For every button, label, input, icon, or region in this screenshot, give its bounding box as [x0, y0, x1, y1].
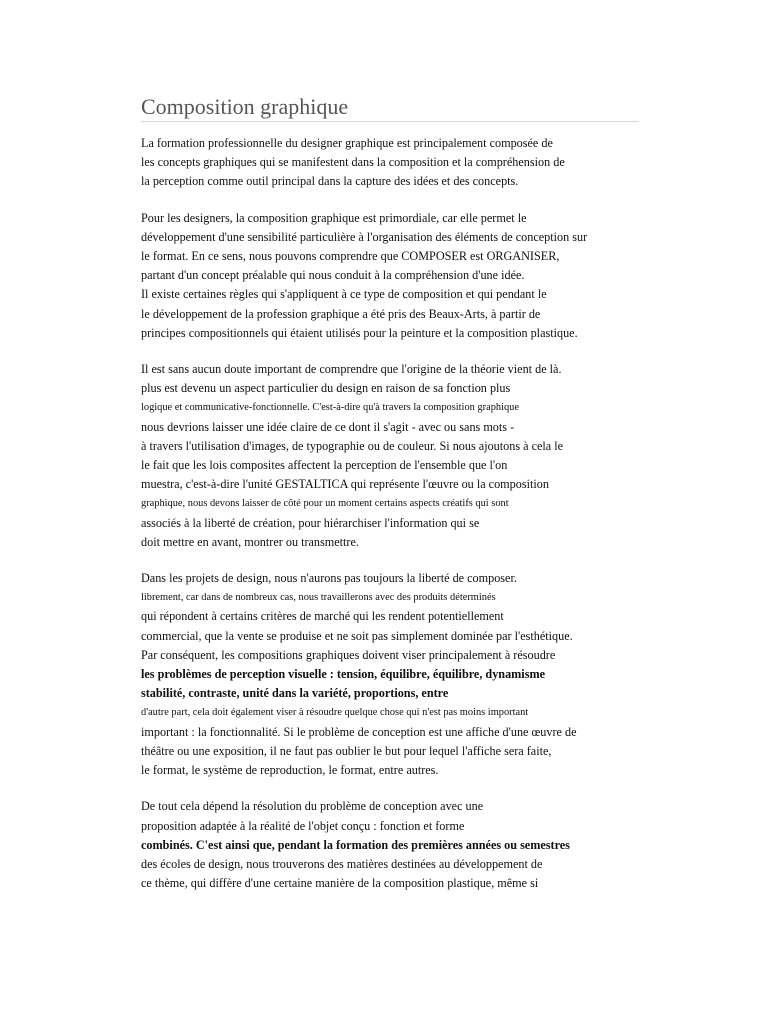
text-line: graphique, nous devons laisser de côté pour un moment certains aspects créatifs qui sont [141, 498, 509, 510]
text-line: proposition adaptée à la réalité de l'objet conçu : fonction et forme [141, 818, 465, 833]
text-line: important : la fonctionnalité. Si le problème de conception est une affiche d'une œuvre de [141, 724, 577, 739]
text-line: le format. En ce sens, nous pouvons comprendre que COMPOSER est ORGANISER, [141, 249, 560, 264]
text-line: Il existe certaines règles qui s'appliquent à ce type de composition et qui pendant le [141, 287, 547, 302]
text-line: commercial, que la vente se produise et ne soit pas simplement dominée par l'esthétique. [141, 628, 573, 643]
text-line: nous devrions laisser une idée claire de ce dont il s'agit - avec ou sans mots - [141, 419, 515, 434]
text-line: doit mettre en avant, montrer ou transmettre. [141, 534, 359, 549]
text-line: le développement de la profession graphique a été pris des Beaux-Arts, à partir de [141, 306, 541, 321]
text-line: qui répondent à certains critères de marché qui les rendent potentiellement [141, 609, 504, 624]
document-page [141, 93, 641, 893]
text-line: La formation professionnelle du designer graphique est principalement composée de [141, 136, 553, 150]
text-line: logique et communicative-fonctionnelle. C'est-à-dire qu'à travers la composition graphique [141, 402, 519, 414]
text-line: partant d'un concept préalable qui nous conduit à la compréhension d'une idée. [141, 268, 525, 283]
text-line: à travers l'utilisation d'images, de typographie ou de couleur. Si nous ajoutons à cela le [141, 438, 564, 453]
text-line: les problèmes de perception visuelle : tension, équilibre, équilibre, dynamisme [141, 667, 546, 682]
page-title: Composition graphique [141, 93, 639, 122]
text-line: Dans les projets de design, nous n'aurons pas toujours la liberté de composer. [141, 571, 517, 586]
text-line: combinés. C'est ainsi que, pendant la formation des premières années ou semestres [141, 837, 570, 852]
text-line: associés à la liberté de création, pour hiérarchiser l'information qui se [141, 515, 480, 530]
text-line: des écoles de design, nous trouverons des matières destinées au développement de [141, 856, 543, 871]
text-line: théâtre ou une exposition, il ne faut pas oublier le but pour lequel l'affiche sera faite, [141, 743, 552, 758]
paragraph [141, 569, 641, 780]
document-body [141, 134, 641, 893]
text-line: Par conséquent, les compositions graphiques doivent viser principalement à résoudre [141, 647, 556, 662]
text-line: Il est sans aucun doute important de comprendre que l'origine de la théorie vient de là. [141, 362, 562, 377]
text-line: librement, car dans de nombreux cas, nous travaillerons avec des produits déterminés [141, 592, 496, 604]
paragraph [141, 360, 641, 552]
text-line: Pour les designers, la composition graphique est primordiale, car elle permet le [141, 210, 527, 225]
text-line: le format, le système de reproduction, le format, entre autres. [141, 763, 439, 778]
text-line: plus est devenu un aspect particulier du design en raison de sa fonction plus [141, 381, 511, 396]
text-line: ce thème, qui diffère d'une certaine manière de la composition plastique, même si [141, 876, 539, 891]
text-line: développement d'une sensibilité particulière à l'organisation des éléments de conception sur [141, 229, 588, 244]
text-line: d'autre part, cela doit également viser à résoudre quelque chose qui n'est pas moins important [141, 707, 529, 719]
text-line: principes compositionnels qui étaient utilisés pour la peinture et la composition plastique. [141, 325, 578, 340]
text-line: De tout cela dépend la résolution du problème de conception avec une [141, 799, 484, 814]
text-line: la perception comme outil principal dans la capture des idées et des concepts. [141, 174, 519, 189]
paragraph [141, 134, 641, 192]
paragraph [141, 209, 641, 343]
text-line: le fait que les lois composites affectent la perception de l'ensemble que l'on [141, 458, 508, 473]
text-line: stabilité, contraste, unité dans la variété, proportions, entre [141, 686, 449, 701]
paragraph [141, 797, 641, 893]
text-line: muestra, c'est-à-dire l'unité GESTALTICA qui représente l'œuvre ou la composition [141, 477, 549, 492]
text-line: les concepts graphiques qui se manifestent dans la composition et la compréhension de [141, 155, 565, 170]
